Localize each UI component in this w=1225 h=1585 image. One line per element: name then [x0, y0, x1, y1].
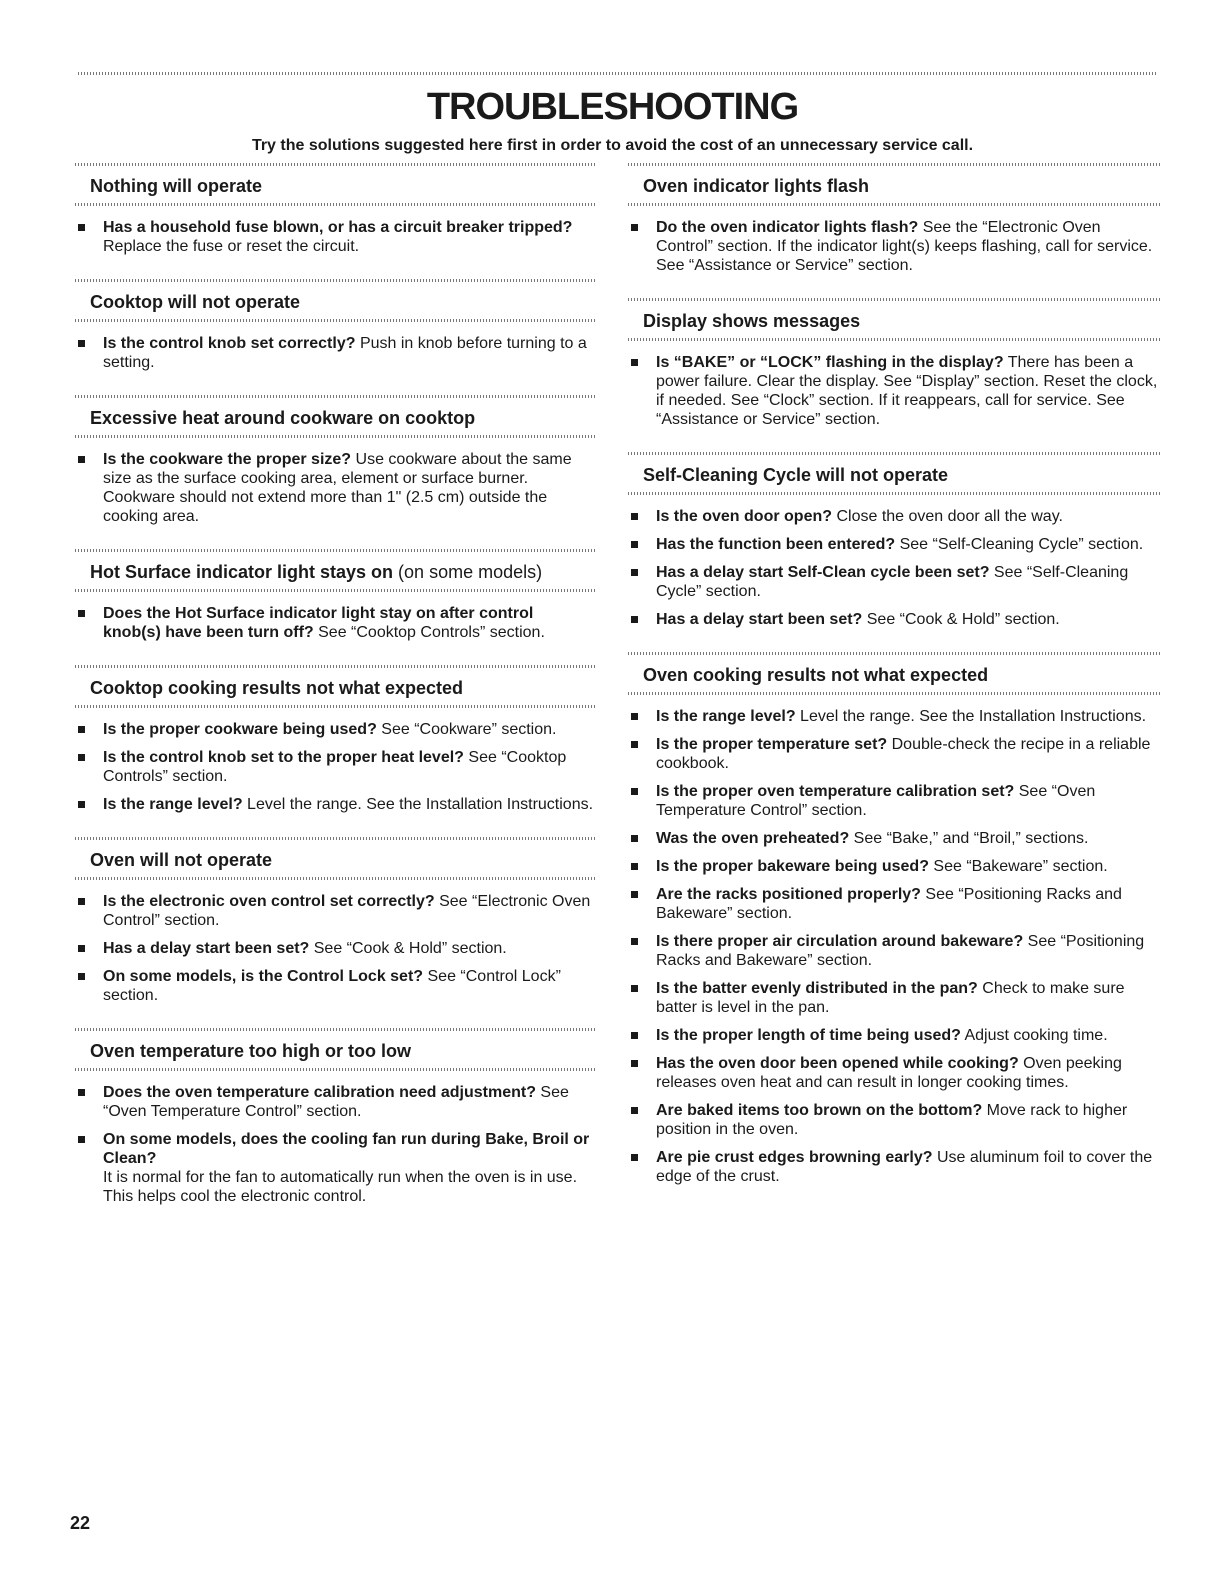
list-item [628, 857, 1160, 876]
list-item [628, 1148, 1160, 1186]
item-answer: Level the range. See the Installation Instructions. [242, 796, 594, 813]
section-title-text: Excessive heat around cookware on cooktop [90, 408, 476, 428]
list-item [75, 334, 595, 372]
section-title [75, 1031, 595, 1068]
item-question: Is the control knob set to the proper heat level? [103, 749, 464, 766]
item-question: Has a delay start been set? [656, 611, 863, 628]
list-item [75, 450, 595, 526]
item-question: Is there proper air circulation around bakeware? [656, 933, 1024, 950]
bullet-icon [78, 973, 85, 980]
list-item [628, 218, 1160, 275]
bullet-icon [631, 513, 638, 520]
list-item [628, 563, 1160, 601]
troubleshoot-section [628, 298, 1160, 446]
page-number: 22 [70, 1513, 91, 1533]
item-question: Are pie crust edges browning early? [656, 1149, 933, 1166]
item-answer: Use cookware about the same size as the surface cooking area, element or surface burner. Cookware should not extend more than 1" (2.5 cm) outside the cooking area. [103, 451, 572, 525]
list-item [628, 707, 1160, 726]
page-title: TROUBLESHOOTING [426, 86, 799, 128]
list-item [75, 720, 595, 739]
item-list [628, 695, 1160, 1203]
bullet-icon [631, 1032, 638, 1039]
list-item [75, 218, 595, 256]
bullet-icon [631, 938, 638, 945]
section-title-text: Oven indicator lights flash [643, 176, 870, 196]
item-list [75, 206, 595, 273]
item-answer: See “Cooktop Controls” section. [103, 749, 567, 785]
list-item [628, 932, 1160, 970]
list-item [628, 1101, 1160, 1139]
bullet-icon [78, 456, 85, 463]
item-question: Is the batter evenly distributed in the pan? [656, 980, 978, 997]
item-question: Is “BAKE” or “LOCK” flashing in the display? [656, 354, 1004, 371]
list-item [628, 535, 1160, 554]
section-title-text: Cooktop will not operate [90, 292, 300, 312]
section-title-text: Nothing will operate [90, 176, 263, 196]
item-note: It is normal for the fan to automatically run when the oven is in use. This helps cool the electronic control. [103, 1169, 578, 1205]
item-answer: See “Positioning Racks and Bakeware” section. [656, 933, 1145, 969]
bullet-icon [78, 224, 85, 231]
list-item [75, 892, 595, 930]
item-list [628, 206, 1160, 292]
section-title-text: Hot Surface indicator light stays on [90, 562, 394, 582]
list-item [75, 748, 595, 786]
item-list [75, 1071, 595, 1223]
item-question: Is the proper bakeware being used? [656, 858, 929, 875]
item-question: Are baked items too brown on the bottom? [656, 1102, 983, 1119]
item-list [75, 880, 595, 1022]
troubleshoot-section [75, 163, 595, 273]
bullet-icon [631, 863, 638, 870]
item-question: Is the oven door open? [656, 508, 833, 525]
item-question: On some models, is the Control Lock set? [103, 968, 424, 985]
troubleshoot-section [75, 279, 595, 389]
list-item [628, 507, 1160, 526]
item-question: Has the oven door been opened while cooking? [656, 1055, 1019, 1072]
item-question: Has a household fuse blown, or has a circuit breaker tripped? [103, 219, 573, 236]
section-title [75, 282, 595, 319]
item-answer: Use aluminum foil to cover the edge of the crust. [656, 1149, 1153, 1185]
bullet-icon [631, 359, 638, 366]
left-column [75, 163, 595, 1229]
item-question: Do the oven indicator lights flash? [656, 219, 919, 236]
list-item [75, 1083, 595, 1121]
item-answer: See “Cook & Hold” section. [309, 940, 507, 957]
section-title-text: Cooktop cooking results not what expected [90, 678, 464, 698]
list-item [628, 735, 1160, 773]
item-answer: Close the oven door all the way. [832, 508, 1063, 525]
item-question: Is the proper cookware being used? [103, 721, 377, 738]
bullet-icon [78, 898, 85, 905]
section-title [75, 166, 595, 203]
troubleshoot-section [75, 549, 595, 659]
item-answer: See “Bakeware” section. [928, 858, 1108, 875]
right-column [628, 163, 1160, 1209]
item-question: Is the cookware the proper size? [103, 451, 352, 468]
item-question: Was the oven preheated? [656, 830, 850, 847]
bullet-icon [631, 713, 638, 720]
item-answer: See “Cook & Hold” section. [862, 611, 1060, 628]
item-answer: See “Self-Cleaning Cycle” section. [895, 536, 1144, 553]
list-item [628, 1054, 1160, 1092]
troubleshoot-section [75, 395, 595, 543]
item-answer: See the “Electronic Oven Control” section. If the indicator light(s) keeps flashing, call for service. See “Assistance or Service” section. [656, 219, 1153, 274]
item-answer: Double-check the recipe in a reliable cookbook. [656, 736, 1151, 772]
item-answer: See “Cooktop Controls” section. [313, 624, 545, 641]
item-question: Is the proper temperature set? [656, 736, 888, 753]
section-title [628, 166, 1160, 203]
section-title-text: Oven cooking results not what expected [643, 665, 989, 685]
item-answer: See “Positioning Racks and Bakeware” section. [656, 886, 1122, 922]
bullet-icon [631, 541, 638, 548]
section-title-note: (on some models) [393, 562, 543, 582]
item-answer: Adjust cooking time. [960, 1027, 1108, 1044]
item-answer: There has been a power failure. Clear the display. See “Display” section. Reset the clock, if needed. See “Clock” section. If it reappears, call for service. See “Assistance or Service” section. [656, 354, 1158, 428]
item-question: Is the proper length of time being used? [656, 1027, 961, 1044]
item-list [628, 495, 1160, 646]
item-question: Does the oven temperature calibration need adjustment? [103, 1084, 536, 1101]
item-answer: See “Electronic Oven Control” section. [103, 893, 591, 929]
item-answer: See “Oven Temperature Control” section. [656, 783, 1096, 819]
item-question: Is the control knob set correctly? [103, 335, 356, 352]
item-answer: Replace the fuse or reset the circuit. [103, 238, 360, 255]
list-item [75, 967, 595, 1005]
item-question: Does the Hot Surface indicator light stay on after control knob(s) have been turn off? [103, 605, 534, 641]
bullet-icon [631, 891, 638, 898]
item-question: Has a delay start Self-Clean cycle been set? [656, 564, 990, 581]
troubleshoot-section [75, 837, 595, 1022]
bullet-icon [631, 985, 638, 992]
page-subtitle: Try the solutions suggested here first in order to avoid the cost of an unnecessary service call. [251, 137, 974, 154]
list-item [628, 353, 1160, 429]
item-question: Is the proper oven temperature calibration set? [656, 783, 1015, 800]
list-item [628, 782, 1160, 820]
troubleshoot-section [628, 163, 1160, 292]
item-answer: See “Bake,” and “Broil,” sections. [849, 830, 1089, 847]
bullet-icon [78, 945, 85, 952]
section-title [75, 668, 595, 705]
bullet-icon [631, 1107, 638, 1114]
bullet-icon [78, 801, 85, 808]
list-item [75, 1130, 595, 1206]
section-title [628, 455, 1160, 492]
section-title [628, 301, 1160, 338]
section-title [628, 655, 1160, 692]
item-answer: See “Cookware” section. [376, 721, 557, 738]
section-title-text: Self-Cleaning Cycle will not operate [643, 465, 949, 485]
section-title-text: Oven temperature too high or too low [90, 1041, 412, 1061]
bullet-icon [78, 1136, 85, 1143]
bullet-icon [78, 340, 85, 347]
item-question: Has the function been entered? [656, 536, 896, 553]
troubleshoot-section [628, 452, 1160, 646]
item-question: Is the range level? [656, 708, 796, 725]
bullet-icon [631, 1154, 638, 1161]
list-item [75, 604, 595, 642]
item-question: Is the range level? [103, 796, 243, 813]
bullet-icon [78, 754, 85, 761]
item-list [75, 592, 595, 659]
item-answer: See “Control Lock” section. [103, 968, 561, 1004]
list-item [628, 885, 1160, 923]
list-item [75, 795, 595, 814]
item-list [75, 322, 595, 389]
item-answer: Move rack to higher position in the oven. [656, 1102, 1128, 1138]
bullet-icon [631, 741, 638, 748]
list-item [628, 610, 1160, 629]
item-answer: Check to make sure batter is level in the pan. [656, 980, 1125, 1016]
item-answer: See “Self-Cleaning Cycle” section. [656, 564, 1129, 600]
section-title [75, 552, 595, 589]
bullet-icon [631, 569, 638, 576]
bullet-icon [631, 224, 638, 231]
section-title-text: Oven will not operate [90, 850, 273, 870]
bullet-icon [631, 835, 638, 842]
bullet-icon [631, 1060, 638, 1067]
section-title [75, 398, 595, 435]
section-title-text: Display shows messages [643, 311, 861, 331]
item-answer: Push in knob before turning to a setting. [103, 335, 587, 371]
item-answer: See “Oven Temperature Control” section. [103, 1084, 569, 1120]
bullet-icon [78, 1089, 85, 1096]
section-title [75, 840, 595, 877]
troubleshoot-section [75, 665, 595, 831]
bullet-icon [631, 616, 638, 623]
bullet-icon [78, 610, 85, 617]
item-question: Are the racks positioned properly? [656, 886, 921, 903]
item-list [75, 708, 595, 831]
item-answer: Level the range. See the Installation Instructions. [795, 708, 1147, 725]
bullet-icon [631, 788, 638, 795]
list-item [75, 939, 595, 958]
list-item [628, 979, 1160, 1017]
item-question: Has a delay start been set? [103, 940, 310, 957]
troubleshoot-section [628, 652, 1160, 1203]
item-answer: Oven peeking releases oven heat and can result in longer cooking times. [656, 1055, 1122, 1091]
list-item [628, 829, 1160, 848]
item-question: Is the electronic oven control set correctly? [103, 893, 435, 910]
list-item [628, 1026, 1160, 1045]
bullet-icon [78, 726, 85, 733]
item-list [75, 438, 595, 543]
troubleshoot-section [75, 1028, 595, 1223]
item-list [628, 341, 1160, 446]
item-question: On some models, does the cooling fan run during Bake, Broil or Clean? [103, 1131, 590, 1167]
top-rule [78, 72, 1158, 75]
